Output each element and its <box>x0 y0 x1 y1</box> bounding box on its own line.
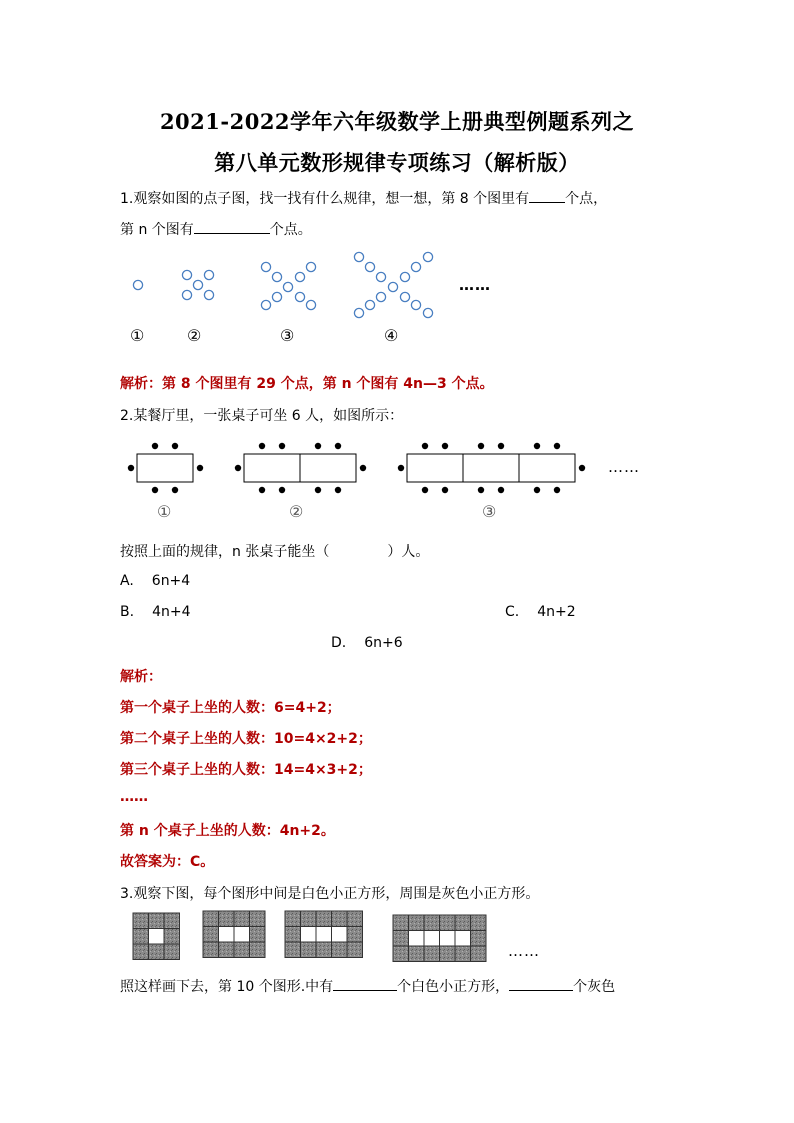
q2-table <box>137 454 193 482</box>
q3-gray-square <box>332 911 348 927</box>
q3-gray-square <box>316 942 332 958</box>
q2-analysis-line3: 第三个桌子上坐的人数：14=4×3+2； <box>120 762 372 778</box>
q3-square-figure <box>120 905 520 965</box>
q3-gray-square <box>440 915 456 931</box>
q1-text-line2 <box>120 219 312 239</box>
q2-seat <box>152 487 158 493</box>
q3-text-b: 个白色小正方形， <box>397 979 510 995</box>
q3-gray-square <box>393 915 409 931</box>
q3-gray-square <box>301 942 317 958</box>
q3-gray-square <box>164 929 180 945</box>
q3-ellipsis: …… <box>508 942 540 960</box>
q3-gray-square <box>133 944 149 960</box>
q2-table <box>407 454 463 482</box>
q2-seat <box>478 443 484 449</box>
q1-dot <box>354 252 363 261</box>
q1-dot <box>295 292 304 301</box>
q2-prompt <box>120 541 429 561</box>
q3-gray-square <box>285 942 301 958</box>
q3-gray-square <box>234 942 250 958</box>
q2-option-d-value: 6n+6 <box>364 635 403 651</box>
q2-table <box>519 454 575 482</box>
q2-seat <box>534 443 540 449</box>
q1-text-a: 1.观察如图的点子图，找一找有什么规律，想一想，第 8 个图里有 <box>120 191 530 207</box>
q3-gray-square <box>250 942 266 958</box>
q2-option-b[interactable] <box>120 604 190 620</box>
q2-seat <box>172 443 178 449</box>
q2-seat <box>259 487 265 493</box>
q3-gray-square <box>149 944 165 960</box>
q3-white-square <box>409 931 425 947</box>
q3-gray-square <box>455 946 471 962</box>
q2-table-figure <box>120 434 660 504</box>
q2-option-d-letter: D. <box>331 635 347 651</box>
q3-white-square <box>301 927 317 943</box>
q2-seat <box>442 487 448 493</box>
q3-gray-square <box>203 927 219 943</box>
q1-dot <box>182 270 191 279</box>
q1-dot <box>133 280 142 289</box>
q2-seat <box>128 465 134 471</box>
q2-seat <box>534 487 540 493</box>
q1-dot <box>261 300 270 309</box>
q3-white-square <box>234 927 250 943</box>
q3-gray-square <box>149 913 165 929</box>
q2-table <box>244 454 300 482</box>
q3-blank-2[interactable] <box>509 976 573 991</box>
q2-seat <box>315 443 321 449</box>
q3-gray-square <box>316 911 332 927</box>
q2-text: 2.某餐厅里，一张桌子可坐 6 人，如图所示： <box>120 408 404 424</box>
q3-gray-square <box>301 911 317 927</box>
q3-gray-square <box>471 931 487 947</box>
q2-seat <box>398 465 404 471</box>
q3-gray-square <box>393 931 409 947</box>
q2-option-b-value: 4n+4 <box>152 604 191 620</box>
q3-blank-1[interactable] <box>333 976 397 991</box>
q3-gray-square <box>250 927 266 943</box>
q1-dot <box>423 252 432 261</box>
q2-option-a[interactable] <box>120 573 190 589</box>
q3-gray-square <box>347 927 363 943</box>
q3-text-c: 个灰色 <box>573 979 616 995</box>
q1-label-4: ④ <box>384 326 399 345</box>
q2-analysis-line5: 第 n 个桌子上坐的人数：4n+2。 <box>120 823 335 839</box>
q1-dot <box>283 282 292 291</box>
q3-gray-square <box>424 915 440 931</box>
q1-label-2: ② <box>187 326 202 345</box>
q3-gray-square <box>203 942 219 958</box>
q2-analysis-line4: …… <box>120 789 148 805</box>
q3-gray-square <box>471 946 487 962</box>
q1-dot <box>261 262 270 271</box>
q1-dot <box>411 262 420 271</box>
q1-dot <box>295 272 304 281</box>
q3-gray-square <box>471 915 487 931</box>
q1-dot <box>400 272 409 281</box>
q3-gray-square <box>424 946 440 962</box>
q2-seat <box>335 443 341 449</box>
q2-seat <box>498 487 504 493</box>
q2-seat <box>554 487 560 493</box>
q1-dot <box>306 262 315 271</box>
q2-option-c-letter: C. <box>505 604 520 620</box>
q1-dot <box>204 290 213 299</box>
q2-option-b-letter: B. <box>120 604 135 620</box>
q3-gray-square <box>219 942 235 958</box>
q3-white-square <box>440 931 456 947</box>
q2-table <box>463 454 519 482</box>
q2-label-2: ② <box>289 502 304 521</box>
q1-text-line1 <box>120 188 607 208</box>
q2-option-c[interactable] <box>505 604 576 620</box>
q1-dot <box>376 272 385 281</box>
q3-white-square <box>455 931 471 947</box>
q3-gray-square <box>250 911 266 927</box>
q1-dot <box>365 300 374 309</box>
q2-seat <box>152 443 158 449</box>
q1-dot <box>204 270 213 279</box>
q1-text-d: 个点。 <box>269 222 312 238</box>
q3-gray-square <box>285 927 301 943</box>
q1-blank-2[interactable] <box>194 219 270 234</box>
q2-seat <box>279 443 285 449</box>
q3-gray-square <box>347 942 363 958</box>
q2-seat <box>279 487 285 493</box>
q1-text-b: 个点， <box>565 191 608 207</box>
q3-white-square <box>424 931 440 947</box>
q2-seat <box>335 487 341 493</box>
q2-table <box>300 454 356 482</box>
q3-text-line2 <box>120 976 615 996</box>
q2-option-c-value: 4n+2 <box>537 604 576 620</box>
q3-gray-square <box>332 942 348 958</box>
q3-white-square <box>219 927 235 943</box>
q2-option-d[interactable] <box>331 635 403 651</box>
q2-seat <box>235 465 241 471</box>
q1-dot <box>272 272 281 281</box>
q2-analysis-head: 解析： <box>120 669 162 685</box>
q2-seat <box>478 487 484 493</box>
q1-dot <box>388 282 397 291</box>
q2-prompt-b: ）人。 <box>387 544 430 560</box>
q1-dot <box>193 280 202 289</box>
q3-text: 3.观察下图，每个图形中间是白色小正方形，周围是灰色小正方形。 <box>120 886 540 902</box>
q2-seat <box>554 443 560 449</box>
q2-seat <box>422 487 428 493</box>
q1-dot <box>376 292 385 301</box>
q3-gray-square <box>164 913 180 929</box>
q3-gray-square <box>409 915 425 931</box>
q1-ellipsis: …… <box>459 276 491 294</box>
q3-gray-square <box>133 913 149 929</box>
q1-dot <box>306 300 315 309</box>
q2-analysis-line2: 第二个桌子上坐的人数：10=4×2+2； <box>120 731 372 747</box>
q2-seat <box>172 487 178 493</box>
page-title-line2: 第八单元数形规律专项练习（解析版） <box>214 150 580 175</box>
q2-seat <box>360 465 366 471</box>
q2-analysis-line6: 故答案为：C。 <box>120 854 215 870</box>
q1-text-c: 第 n 个图有 <box>120 222 194 238</box>
q2-seat <box>498 443 504 449</box>
q3-gray-square <box>164 944 180 960</box>
q1-dot <box>411 300 420 309</box>
q1-dot <box>272 292 281 301</box>
q1-label-1: ① <box>130 326 145 345</box>
q3-gray-square <box>285 911 301 927</box>
q3-white-square <box>332 927 348 943</box>
q1-dot <box>354 308 363 317</box>
q2-seat <box>315 487 321 493</box>
q3-gray-square <box>347 911 363 927</box>
q1-dot <box>423 308 432 317</box>
q2-seat <box>579 465 585 471</box>
q2-label-3: ③ <box>482 502 497 521</box>
q1-answer: 解析：第 8 个图里有 29 个点，第 n 个图有 4n—3 个点。 <box>120 376 494 392</box>
q2-option-a-letter: A. <box>120 573 134 589</box>
q3-gray-square <box>393 946 409 962</box>
q3-gray-square <box>234 911 250 927</box>
page-title-line1: 2021-2022学年六年级数学上册典型例题系列之 <box>159 109 635 134</box>
q2-analysis-line1: 第一个桌子上坐的人数：6=4+2； <box>120 700 341 716</box>
q3-gray-square <box>133 929 149 945</box>
q2-seat <box>422 443 428 449</box>
q2-seat <box>259 443 265 449</box>
q2-prompt-a: 按照上面的规律，n 张桌子能坐（ <box>120 544 330 560</box>
q2-seat <box>197 465 203 471</box>
q3-text-a: 照这样画下去，第 10 个图形.中有 <box>120 979 334 995</box>
q1-dot <box>182 290 191 299</box>
q1-blank-1[interactable] <box>529 188 565 203</box>
q2-seat <box>442 443 448 449</box>
q1-dot <box>365 262 374 271</box>
q3-gray-square <box>455 915 471 931</box>
q1-dot <box>400 292 409 301</box>
q3-white-square <box>149 929 165 945</box>
q2-option-a-value: 6n+4 <box>151 573 191 589</box>
q2-ellipsis: …… <box>608 458 640 476</box>
q3-white-square <box>316 927 332 943</box>
q3-gray-square <box>219 911 235 927</box>
q3-gray-square <box>409 946 425 962</box>
q3-gray-square <box>440 946 456 962</box>
q1-label-3: ③ <box>280 326 295 345</box>
q3-gray-square <box>203 911 219 927</box>
q2-label-1: ① <box>157 502 172 521</box>
